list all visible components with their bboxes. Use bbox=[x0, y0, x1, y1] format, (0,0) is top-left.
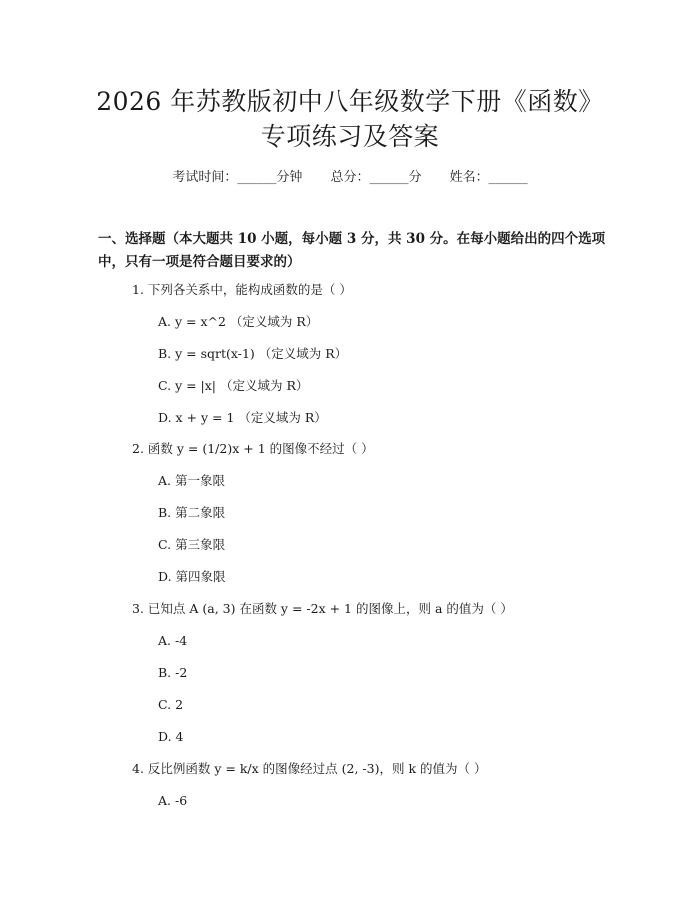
question-4-stem: 4. 反比例函数 y = k/x 的图像经过点 (2, -3)，则 k 的值为（ ） bbox=[132, 761, 487, 776]
question-1-option-b: B. y = sqrt(x-1) （定义域为 R） bbox=[158, 346, 348, 361]
question-2-option-c: C. 第三象限 bbox=[158, 537, 226, 552]
question-4-option-a: A. -6 bbox=[158, 793, 188, 808]
exam-info-row bbox=[0, 168, 700, 188]
total-score-field: 总分：______分 bbox=[330, 170, 422, 185]
question-1-option-a: A. y = x^2 （定义域为 R） bbox=[158, 314, 319, 329]
section-heading-multiple-choice: 一、选择题（本大题共 10 小题，每小题 3 分，共 30 分。在每小题给出的四个选项中，只有一项是符合题目要求的） bbox=[98, 231, 606, 270]
question-1-option-c: C. y = |x| （定义域为 R） bbox=[158, 378, 309, 393]
question-3-option-b: B. -2 bbox=[158, 665, 188, 680]
question-3-option-a: A. -4 bbox=[158, 633, 188, 648]
document-title-line-2: 专项练习及答案 bbox=[260, 122, 440, 151]
document-title-line-1: 2026 年苏教版初中八年级数学下册《函数》 bbox=[96, 87, 604, 116]
question-1-option-d: D. x + y = 1 （定义域为 R） bbox=[158, 410, 327, 425]
question-1-stem: 1. 下列各关系中，能构成函数的是（ ） bbox=[132, 282, 352, 297]
question-3-option-d: D. 4 bbox=[158, 729, 184, 744]
question-2-stem: 2. 函数 y = (1/2)x + 1 的图像不经过（ ） bbox=[132, 441, 374, 456]
question-3-stem: 3. 已知点 A (a, 3) 在函数 y = -2x + 1 的图像上，则 a 的值为（ ） bbox=[132, 601, 513, 616]
question-2-option-a: A. 第一象限 bbox=[158, 473, 225, 488]
question-3-option-c: C. 2 bbox=[158, 697, 184, 712]
exam-time-field: 考试时间：______分钟 bbox=[172, 170, 303, 185]
student-name-field: 姓名：______ bbox=[449, 170, 528, 185]
question-2-option-d: D. 第四象限 bbox=[158, 569, 226, 584]
question-2-option-b: B. 第二象限 bbox=[158, 505, 226, 520]
